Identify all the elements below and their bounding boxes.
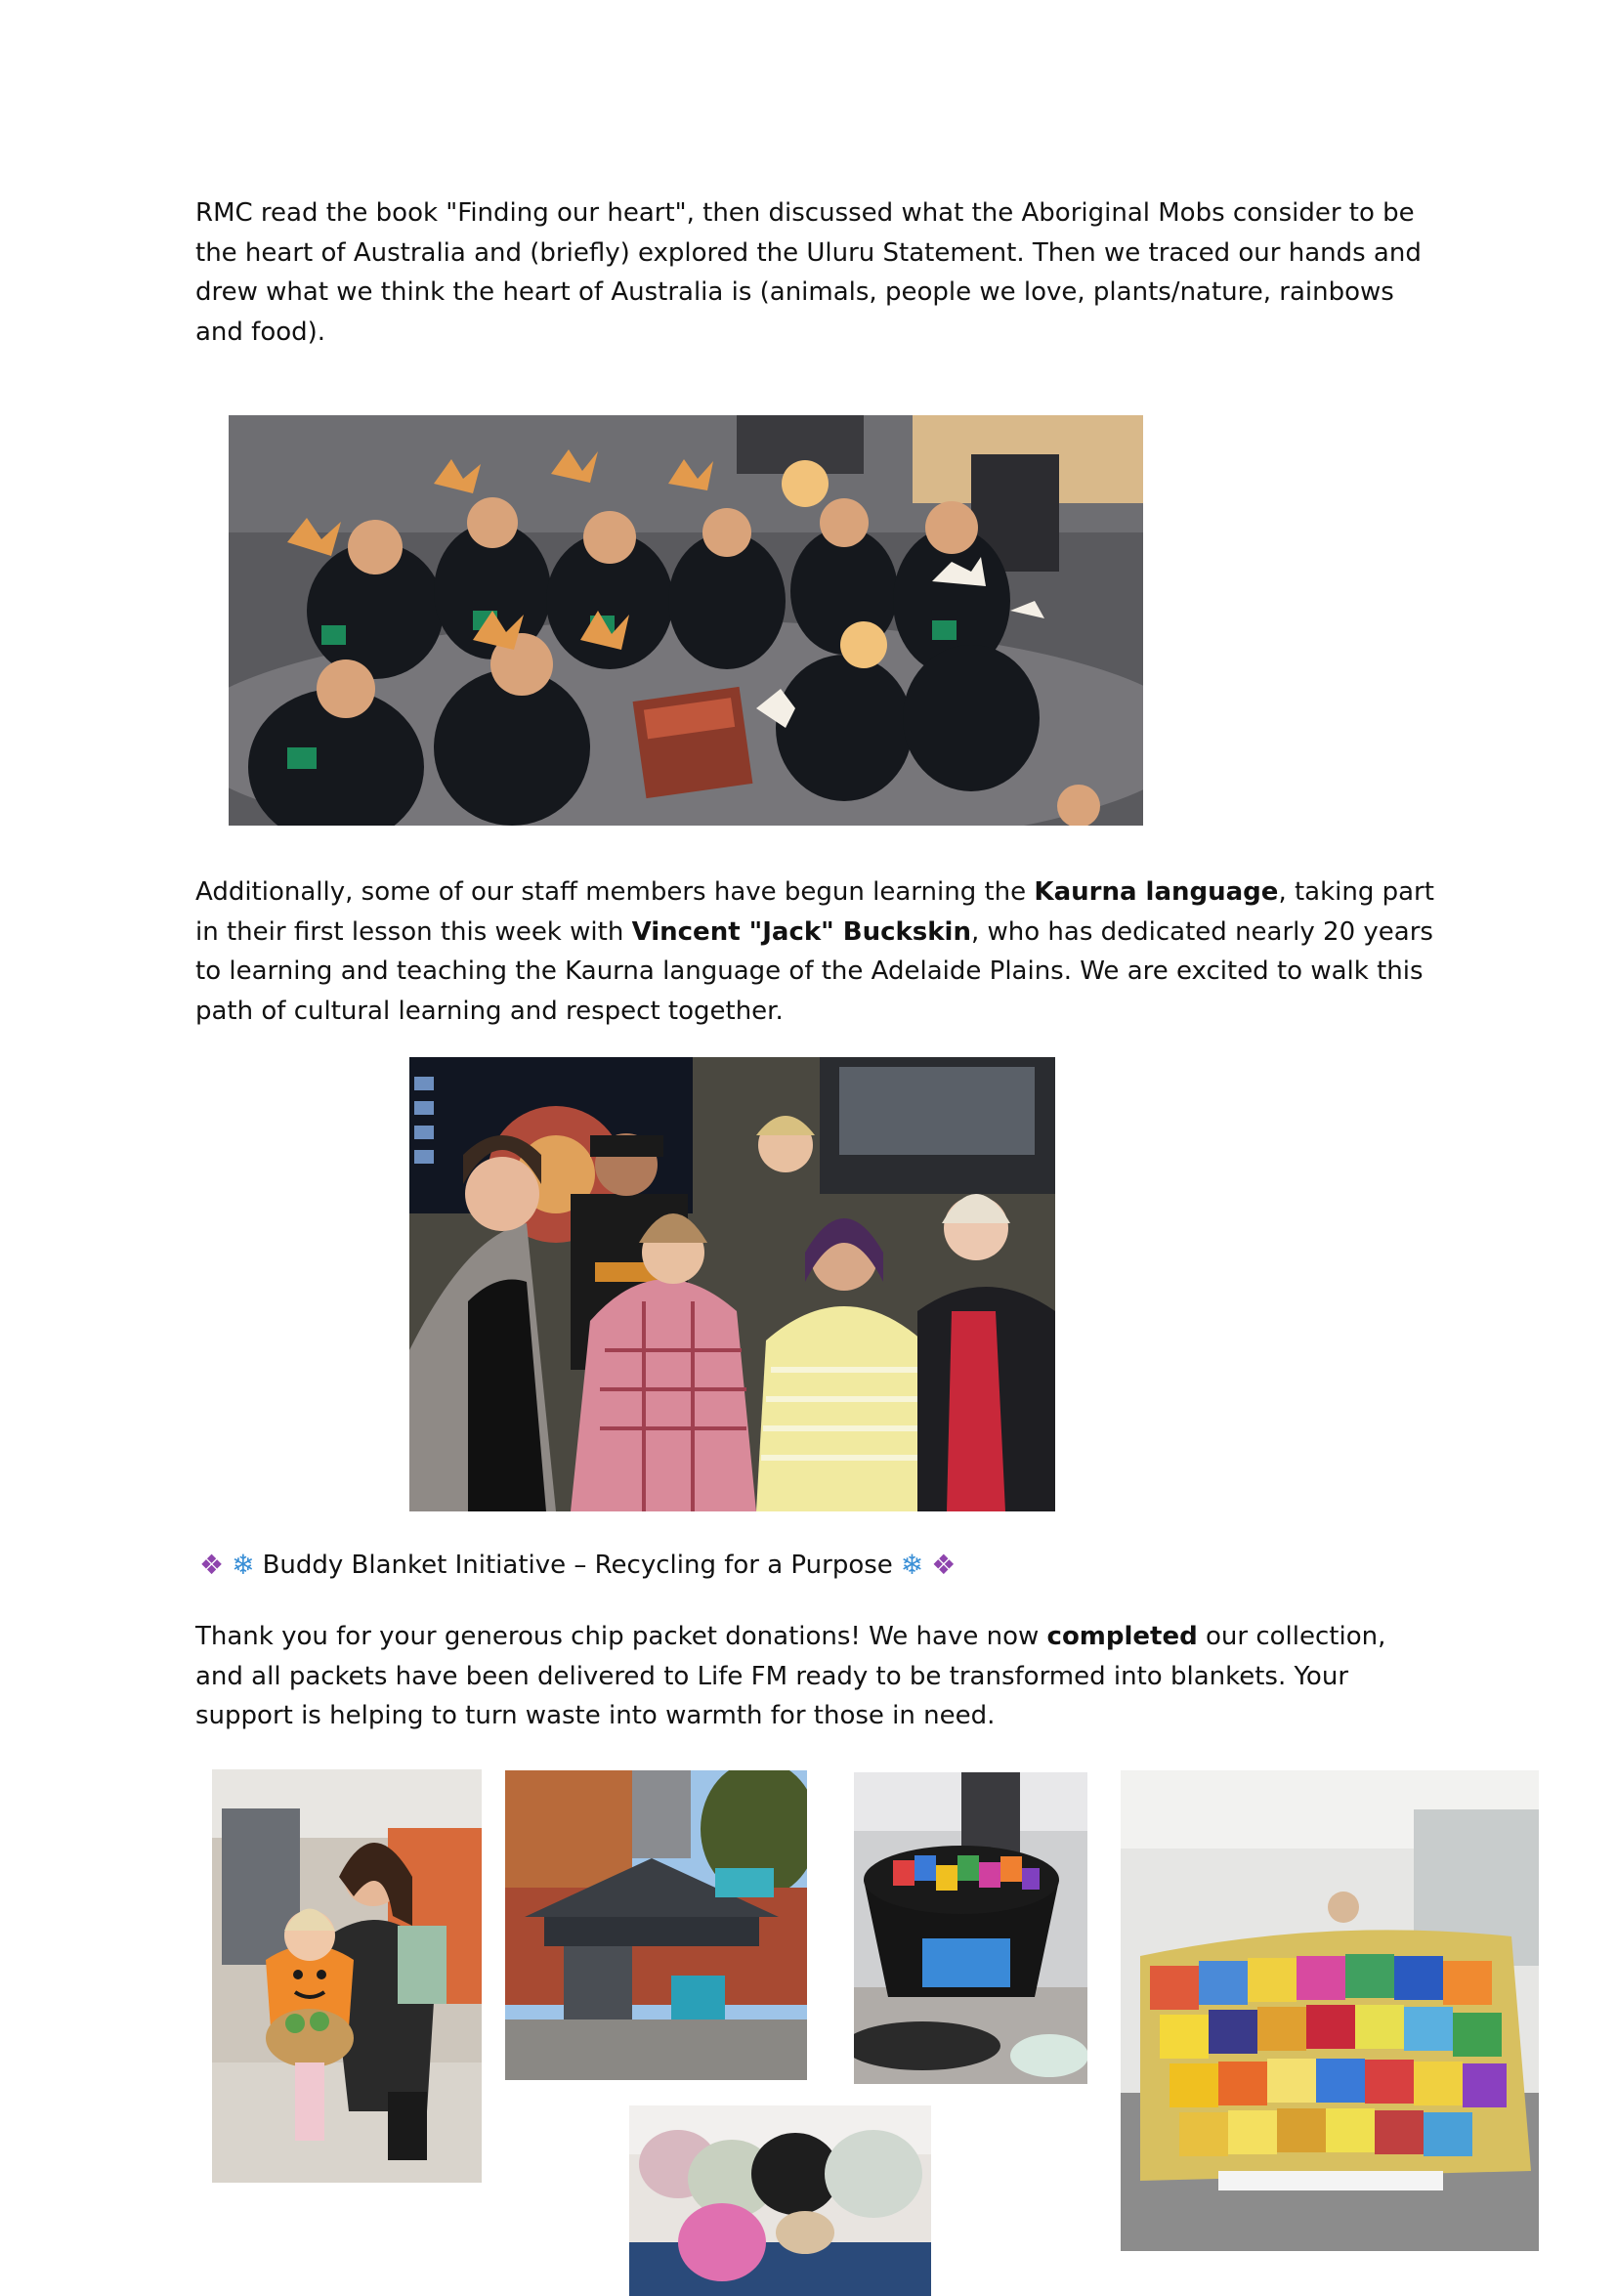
photo-chip-packet-blanket (1121, 1770, 1539, 2251)
kaurna-text-1: Additionally, some of our staff members have begun learning the (195, 877, 1035, 907)
blanket-paragraph (195, 1617, 1436, 1736)
photo-children-hands (229, 415, 1143, 826)
buddy-blanket-title: Buddy Blanket Initiative – Recycling for a Purpose (262, 1551, 893, 1580)
blanket-text-1: Thank you for your generous chip packet donations! We have now (195, 1622, 1047, 1651)
snowflake-icon: ❄ (900, 1549, 924, 1581)
photo-child-donation (212, 1769, 482, 2183)
kaurna-paragraph (195, 872, 1436, 1031)
kaurna-language-bold: Kaurna language (1034, 877, 1279, 907)
snowflake-icon: ❄ (232, 1549, 255, 1581)
blanket-text-2: our collection, and all packets have been delivered to Life FM ready to be transformed into blankets. Your support is helping to turn waste into warmth for those in need. (195, 1622, 1386, 1730)
completed-bold: completed (1046, 1622, 1198, 1651)
mitten-icon: ❖ (199, 1549, 225, 1581)
jack-buckskin-bold: Vincent "Jack" Buckskin (631, 916, 971, 947)
kaurna-text-3: , who has dedicated nearly 20 years to learning and teaching the Kaurna language of the Adelaide Plains. We are excited to walk this path of cultural learning and respect together. (195, 916, 1433, 1026)
photo-staff-group (409, 1057, 1055, 1511)
mitten-icon: ❖ (931, 1549, 957, 1581)
photo-life-fm-building (505, 1770, 807, 2080)
photo-chip-packet-bin (854, 1772, 1087, 2084)
photo-packet-bags (629, 2105, 931, 2296)
buddy-blanket-heading (199, 1546, 956, 1585)
intro-paragraph: RMC read the book "Finding our heart", then discussed what the Aboriginal Mobs consider to be the heart of Australia and (briefly) explored the Uluru Statement. Then we traced our hands and drew what we think the heart of Australia is (animals, people we love, plants/nature, rainbows and food). (195, 198, 1422, 347)
kaurna-text-2: , taking part in their first lesson this week with (195, 877, 1434, 947)
